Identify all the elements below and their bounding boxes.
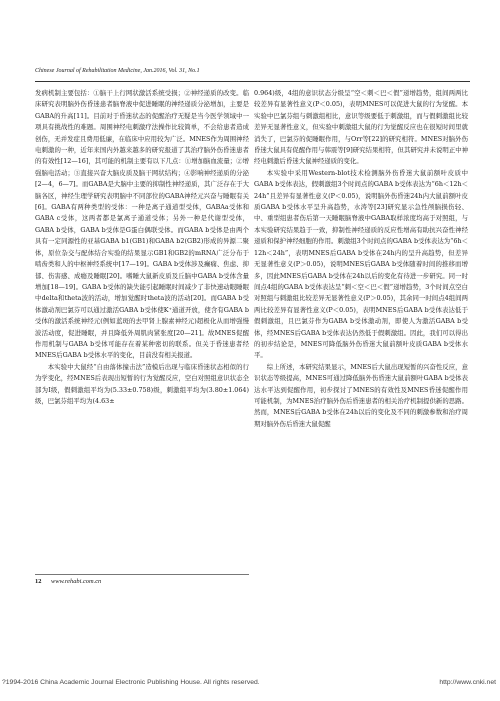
page-number: 12	[35, 578, 42, 585]
paragraph: 本实验中大鼠经“自由落体撞击法”造模后出现与临床昏迷状态相似的行为学变化，经MNES后表现出短暂的行为觉醒反应，空白对照组意识状态全部为Ⅰ级，假刺激组平均为(5.33±0.758)级，刺激组平均为(3.80±1.064)级，巴氯芬组平均为(4.63±	[35, 362, 249, 405]
journal-header: Chinese Journal of Rehabilitation Medicine, Jan.2016, Vol. 31, No.1	[35, 68, 200, 74]
paragraph: 0.964)级，4组的意识状态分级呈“空＜刺＜巴＜假”递增趋势，组间两两比较差异有显著性意义(P＜0.05)，表明MNES可以促进大鼠的行为觉醒。本实验中巴氯芬组与刺激组相比，意识等级要低于刺激组，而与假刺激组比较差异无显著性意义，但实验中刺激组大鼠的行为觉醒反应也在很短时间里就消失了，巴氯芬的促睡眠作用，与Orr等[22]的研究相符。MNES对脑外伤昏迷大鼠具有促醒作用与韩震等[9]研究结果相符，但其研究并未说明正中神经电刺激后昏迷大鼠神经递质的变化。	[254, 89, 468, 166]
copyright-text: ?1994-2016 China Academic Journal Electronic Publishing House. All rights reserved.	[2, 679, 260, 686]
cnki-link[interactable]: http://www.cnki.net	[439, 679, 496, 686]
left-column	[35, 88, 249, 566]
paragraph: 本实验中采用Western-blot技术检测脑外伤昏迷大鼠前额叶皮质中GABA b受体表达，假刺激组3个时间点的GABA b受体表达为“6h＜12h＜24h”且差异有显著性意义(P＜0.05)，说明脑外伤昏迷24h内大鼠前额叶皮质GABA b受体水平呈升高趋势，水涛等[23]研究显示急性颅脑损伤轻、中、重型组患者伤后第一天睡眠脑脊液中GABA取样浓度均高于对照组，与本实验研究结果趋于一致，抑制性神经递质的反应性增高有助抗兴奋性神经递质和保护神经细胞的作用。刺激组3个时间点的GABA b受体表达为“6h＜12h＜24h”，表明MNES后GABA b受体在24h内的呈升高趋势，但差异无显著性意义(P＞0.05)，说明MNES后GABA b受体随着时间的推移而增多，因此MNES后GABA b受体在24h以后的变化有待进一步研究。同一时间点4组的GABA b受体表达呈“刺＜空＜巴＜假”递增趋势，3个时间点空白对照组与刺激组比较差异无显著性意义(P＞0.05)，其余同一时间点4组间两两比较差异有显著性意义(P＜0.05)，表明MNES后GABA b受体表达低于假刺激组，且巴氯芬作为GABA b受体激动剂，即使人为激活GABA b受体，经MNES后GABA b受体表达仍然低于假刺激组。因此，我们可以得出的初步结论是，MNES可降低脑外伤昏迷大鼠前额叶皮质GABA b受体水平。	[254, 168, 468, 360]
right-column	[254, 88, 468, 570]
journal-website-link[interactable]: www.rehabi.com.cn	[51, 578, 102, 585]
footer-rule	[35, 574, 249, 575]
header-rule	[35, 81, 470, 82]
paragraph: 发病机制主要包括：①脑干上行网状激活系统受损；②神经递质的改变。临床研究表明脑外伤昏迷患者脑脊液中促进睡眠的神经递质分泌增加，主要是GABA的升高[11]。目前对于昏迷状态的促醒治疗无疑是当今医学领域中一项具有挑战性的难题。周围神经电刺激疗法操作比较简单，不会给患者造成创伤，无并发症且费用低廉，在临床中应用较为广泛。MNES作为周围神经电刺激的一种，近年来国内外越来越多的研究报道了其治疗脑外伤昏迷患者的有效性[12—16]，其可能的机制主要有以下几点：①增加脑血流量；②增强脑电活动；③直接兴奋大脑皮质及脑干网状结构；④影响神经递质的分泌[2—4，6—7]。而GABA是大脑中主要的抑制性神经递质，其广泛存在于大脑各区，神经生理学研究表明脑中不同部位的GABA神经元兴奋与睡眠有关[6]。GABA有两种类型的受体：一种是离子通道型受体，GABAa受体和GABA c受体，这两者都是氯离子通道受体；另外一种是代谢型受体，GABA b受体，GABA b受体是G蛋白偶联受体。而GABA b受体是由两个具有一定同源性的亚基GABA b1(GB1)和GABA b2(GB2)形成的异源二聚体，原位杂交与配体结合实验的结果显示GB1和GB2的mRNA广泛分布于啮齿类和人的中枢神经系统中[17—19]。GABA b受体涉及癫痫、焦虑、抑郁、伤害感、成瘾及睡眠[20]。嗜睡大鼠新皮质及丘脑中GABA b受体含量增加[18—19]。GABA b受体的缺失能引起睡眠时间减少了非快速动眼睡眠中delta和theta波的活动，增加觉醒时theta波的活动[20]。而GABA b受体激动剂巴氯芬可以通过激活GABA b受体使K⁺通道开放，使含有GABA b受体的激活系统神经元(例如蓝斑的去甲肾上腺素神经元)超极化从而增强慢波活动度，促进睡眠，并且降低外周肌肉紧张度[20—21]。故MNES促醒作用机制与GABA b受体可能存在着某种密切的联系。但关于昏迷患者经MNES后GABA b受体水平的变化，目前没有相关报道。	[35, 89, 249, 360]
paragraph: 综上所述，本研究结果显示，MNES后大鼠出现短暂的兴奋性反应，意识状态等级提高，MNES可通过降低脑外伤昏迷大鼠前额叶GABA b受体表达水平达到促醒作用，初步探讨了MNES的有效性及MNES昏迷促醒作用可能机制，为MNES治疗脑外伤后昏迷患者的相关治疗机制提供新的思路。然而，MNES后GABA b受体在24h以后的变化及不同的刺激参数和治疗周期对脑外伤后昏迷大鼠促醒	[254, 362, 468, 428]
copyright-bar	[2, 679, 496, 686]
page-footer	[35, 578, 101, 585]
